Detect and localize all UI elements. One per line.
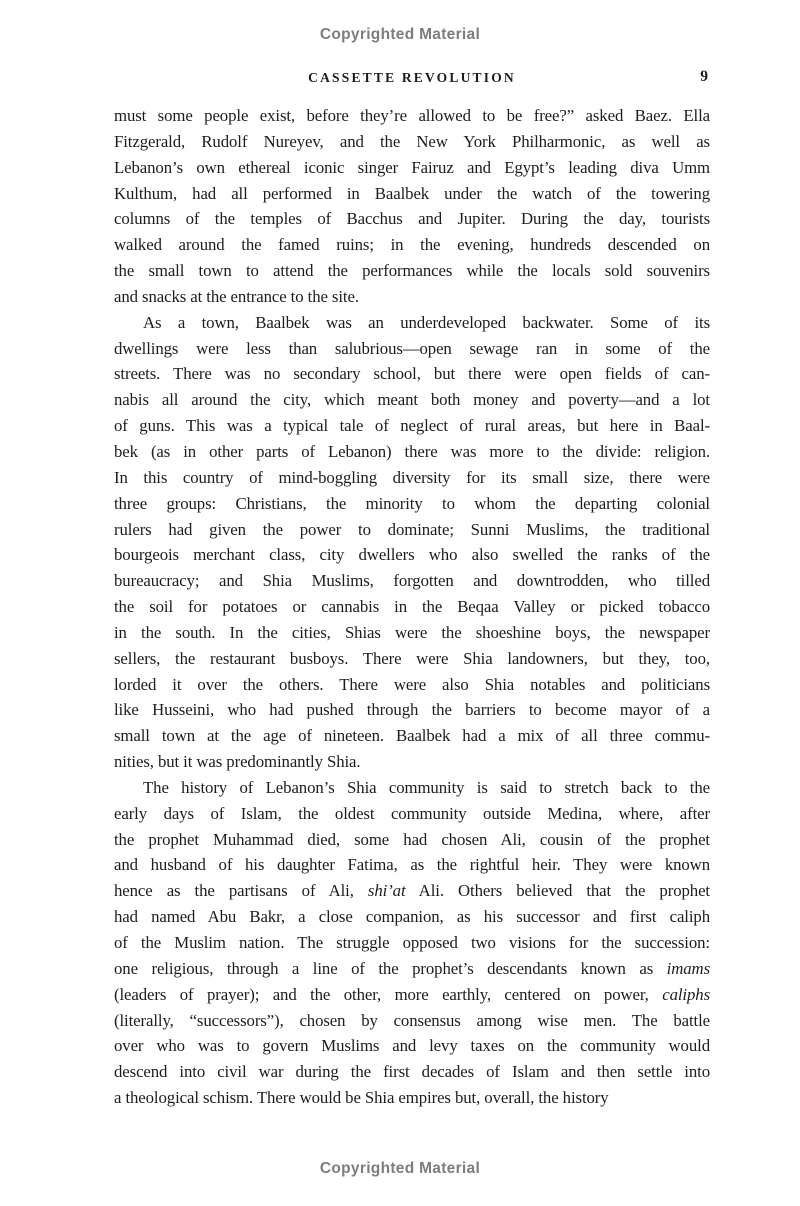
text-line: In this country of mind-boggling diversity for its small size, there were [114, 467, 710, 487]
text-line: rulers had given the power to dominate; Sunni Muslims, the traditional [114, 519, 710, 539]
copyright-notice-top: Copyrighted Material [319, 26, 481, 43]
text-line: bureaucracy; and Shia Muslims, forgotten and downtrodden, who tilled [114, 571, 710, 591]
text-line: walked around the famed ruins; in the evening, hundreds descended on [114, 235, 710, 255]
text-line: Lebanon’s own ethereal iconic singer Fairuz and Egypt’s leading diva Umm [114, 157, 710, 177]
text-line: The history of Lebanon’s Shia community is said to stretch back to the [143, 777, 710, 797]
text-line: Fitzgerald, Rudolf Nureyev, and the New York Philharmonic, as well as [114, 131, 710, 151]
text-line: small town at the age of nineteen. Baalbek had a mix of all three commu- [114, 726, 710, 746]
text-line: descend into civil war during the first decades of Islam and then settle into [114, 1062, 710, 1082]
text-line: a theological schism. There would be Shia empires but, overall, the history [114, 1088, 609, 1108]
text-line: sellers, the restaurant busboys. There were Shia landowners, but they, too, [114, 648, 710, 668]
body-text [114, 103, 710, 1111]
text-line: (literally, “successors”), chosen by consensus among wise men. The battle [114, 1010, 710, 1030]
page-number: 9 [700, 68, 708, 85]
text-line: nabis all around the city, which meant both money and poverty—and a lot [114, 390, 710, 410]
text-line: As a town, Baalbek was an underdeveloped backwater. Some of its [143, 312, 710, 332]
chapter-title: CASSETTE REVOLUTION [308, 70, 516, 85]
running-head [114, 69, 710, 87]
text-line: like Husseini, who had pushed through the barriers to become mayor of a [114, 700, 710, 720]
text-line: one religious, through a line of the prophet’s descendants known as imams [114, 958, 710, 978]
text-line: bourgeois merchant class, city dwellers who also swelled the ranks of the [114, 545, 710, 565]
text-line: the prophet Muhammad died, some had chosen Ali, cousin of the prophet [114, 829, 710, 849]
text-line: columns of the temples of Bacchus and Jupiter. During the day, tourists [114, 209, 710, 229]
text-line: the soil for potatoes or cannabis in the Beqaa Valley or picked tobacco [114, 597, 710, 617]
text-line: lorded it over the others. There were also Shia notables and politicians [114, 674, 710, 694]
text-line: hence as the partisans of Ali, shi’at Ali. Others believed that the prophet [114, 881, 710, 901]
text-line: streets. There was no secondary school, but there were open fields of can- [114, 364, 710, 384]
text-line: Kulthum, had all performed in Baalbek under the watch of the towering [114, 183, 710, 203]
text-line: over who was to govern Muslims and levy taxes on the community would [114, 1036, 710, 1056]
copyright-notice-bottom: Copyrighted Material [319, 1160, 481, 1177]
text-line: of guns. This was a typical tale of neglect of rural areas, but here in Baal- [114, 416, 710, 436]
text-line: dwellings were less than salubrious—open sewage ran in some of the [114, 338, 710, 358]
text-line: early days of Islam, the oldest community outside Medina, where, after [114, 803, 710, 823]
text-line: (leaders of prayer); and the other, more earthly, centered on power, caliphs [114, 984, 710, 1004]
text-line: and husband of his daughter Fatima, as the rightful heir. They were known [114, 855, 710, 875]
text-line: nities, but it was predominantly Shia. [114, 752, 361, 772]
text-line: three groups: Christians, the minority to whom the departing colonial [114, 493, 710, 513]
text-line: the small town to attend the performances while the locals sold souvenirs [114, 261, 710, 281]
text-line: had named Abu Bakr, a close companion, as his successor and first caliph [114, 907, 710, 927]
text-line: bek (as in other parts of Lebanon) there was more to the divide: religion. [114, 441, 710, 461]
text-line: in the south. In the cities, Shias were the shoeshine boys, the newspaper [114, 622, 710, 642]
text-line: must some people exist, before they’re allowed to be free?” asked Baez. Ella [114, 106, 710, 125]
text-line: and snacks at the entrance to the site. [114, 286, 359, 306]
text-line: of the Muslim nation. The struggle opposed two visions for the succession: [114, 933, 710, 952]
